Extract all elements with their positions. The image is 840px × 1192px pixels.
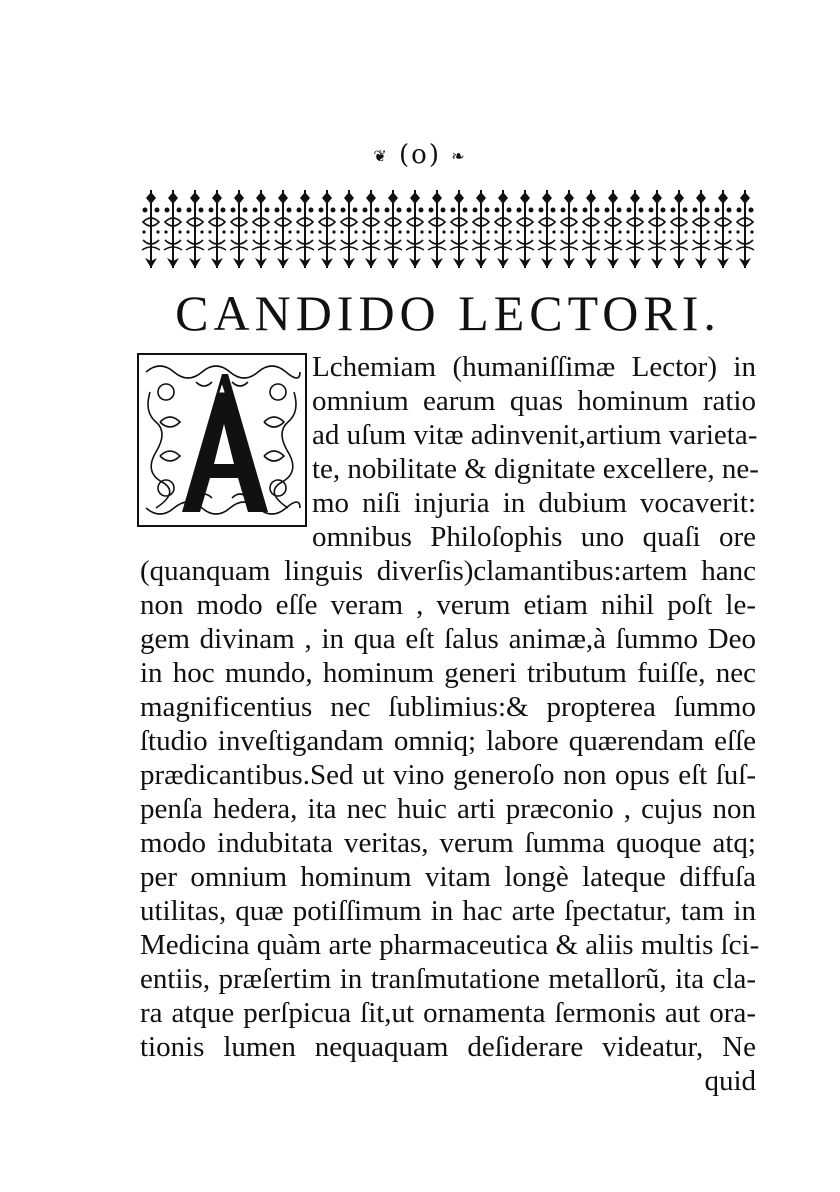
text-line: utilitas, quæ potiſſimum in hac arte ſpectatur, tam in <box>140 895 756 927</box>
folio-mark: (o) <box>399 140 441 170</box>
fleuron-icon <box>582 190 600 268</box>
fleuron-icon <box>208 190 226 268</box>
text-line: ad uſum vitæ adinvenit,artium varieta- <box>312 419 758 451</box>
fleuron-icon <box>406 190 424 268</box>
text-line: ra atque perſpicua ſit,ut ornamenta ſermonis aut ora- <box>140 997 756 1029</box>
page-title: CANDIDO LECTORI. <box>175 285 721 341</box>
text-line: omnibus Philoſophis uno quaſi ore <box>312 521 756 553</box>
fleuron-icon <box>362 190 380 268</box>
left-ornament-icon: ❦ <box>373 146 389 166</box>
text-line: entiis, præſertim in tranſmutatione metallorũ, ita cla- <box>140 963 756 995</box>
fleuron-icon <box>142 190 160 268</box>
text-line: ſtudio inveſtigandam omniq; labore quærendam eſſe <box>140 725 756 757</box>
text-line: te, nobilitate & dignitate excellere, ne- <box>312 453 759 485</box>
fleuron-icon <box>604 190 622 268</box>
text-line: per omnium hominum vitam longè lateque diffuſa <box>140 861 756 893</box>
fleuron-icon <box>494 190 512 268</box>
fleuron-icon <box>648 190 666 268</box>
page-header <box>0 140 840 170</box>
fleuron-icon <box>318 190 336 268</box>
text-line: omnium earum quas hominum ratio <box>312 385 756 417</box>
fleuron-icon <box>714 190 732 268</box>
text-line: in hoc mundo, hominum generi tributum fuiſſe, nec <box>140 657 756 689</box>
fleuron-icon <box>560 190 578 268</box>
text-line: Lchemiam (humaniſſimæ Lector) in <box>312 351 756 383</box>
fleuron-icon <box>472 190 490 268</box>
fleuron-icon <box>428 190 446 268</box>
text-line: gem divinam , in qua eſt ſalus animæ,à ſummo Deo <box>140 623 756 655</box>
fleuron-icon <box>296 190 314 268</box>
fleuron-icon <box>230 190 248 268</box>
fleuron-icon <box>516 190 534 268</box>
decorated-initial <box>136 352 308 528</box>
fleuron-icon <box>626 190 644 268</box>
text-line: modo indubitata veritas, verum ſumma quoque atq; <box>140 827 756 859</box>
fleuron-icon <box>736 190 754 268</box>
fleuron-icon <box>384 190 402 268</box>
fleuron-icon <box>692 190 710 268</box>
fleuron-icon <box>538 190 556 268</box>
text-line: (quanquam linguis diverſis)clamantibus:artem hanc <box>140 555 756 587</box>
fleuron-border <box>140 188 756 270</box>
fleuron-icon <box>186 190 204 268</box>
catchword: quid <box>704 1065 756 1097</box>
fleuron-icon <box>274 190 292 268</box>
text-line: non modo eſſe veram , verum etiam nihil poſt le- <box>140 589 756 621</box>
fleuron-icon <box>164 190 182 268</box>
text-line: mo niſi injuria in dubium vocaverit: <box>312 487 756 519</box>
text-line: penſa hedera, ita nec huic arti præconio , cujus non <box>140 793 756 825</box>
fleuron-icon <box>252 190 270 268</box>
fleuron-icon <box>670 190 688 268</box>
text-line: Medicina quàm arte pharmaceutica & aliis multis ſci- <box>140 929 760 961</box>
text-line: tionis lumen nequaquam deſiderare videatur, Ne <box>140 1031 756 1063</box>
fleuron-icon <box>450 190 468 268</box>
text-line: magnificentius nec ſublimius:& propterea ſummo <box>140 691 756 723</box>
fleuron-icon <box>340 190 358 268</box>
text-line: prædicantibus.Sed ut vino generoſo non opus eſt ſuſ- <box>140 759 756 791</box>
right-ornament-icon: ❧ <box>451 146 467 166</box>
